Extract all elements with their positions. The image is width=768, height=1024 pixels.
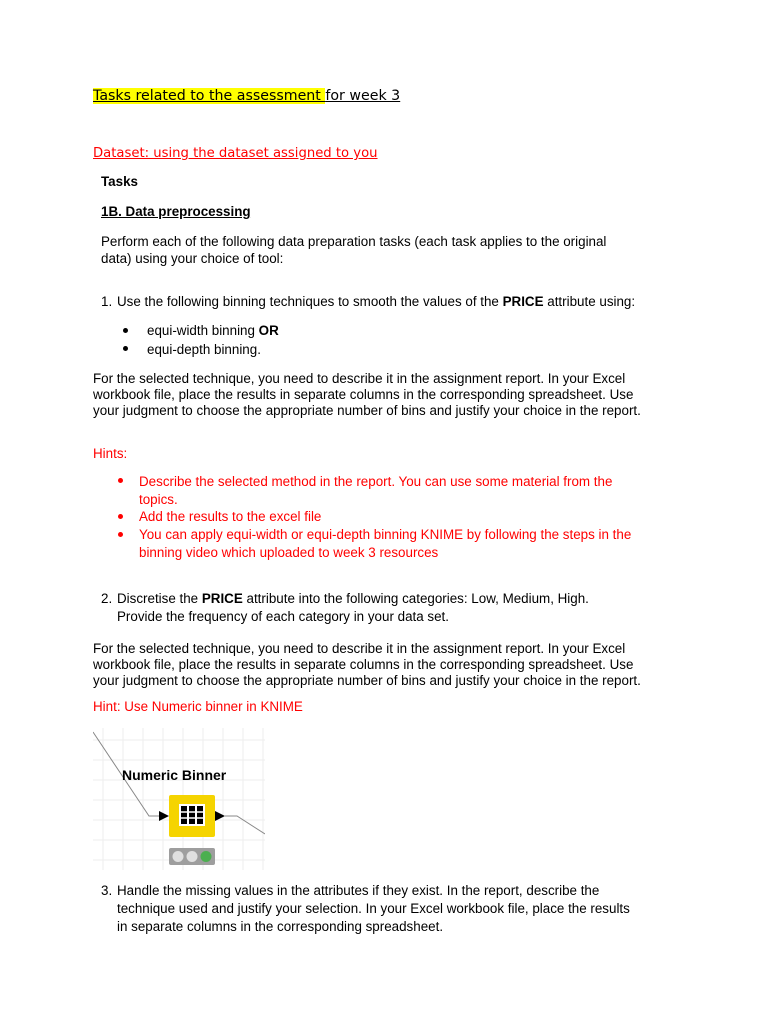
task-3-line-3: in separate columns in the corresponding spreadsheet. (117, 919, 444, 934)
selected-line-3: your judgment to choose the appropriate number of bins and justify your choice in the report. (93, 673, 641, 688)
intro-line-1: Perform each of the following data preparation tasks (each task applies to the original (101, 234, 607, 249)
task-3-text (117, 883, 630, 935)
knime-node-svg (93, 728, 265, 870)
selected-line-3: your judgment to choose the appropriate number of bins and justify your choice in the report. (93, 403, 641, 418)
knime-node-label: Numeric Binner (122, 767, 227, 783)
knime-node-image (93, 728, 265, 870)
intro-paragraph (101, 234, 606, 267)
bullet-1-bold: OR (258, 323, 279, 338)
title-highlighted: Tasks related to the assessment (93, 88, 326, 104)
task-1-bullet-1 (147, 323, 279, 338)
hint-numeric-binner: Hint: Use Numeric binner in KNIME (93, 699, 303, 714)
task-2-bold: PRICE (201, 591, 243, 606)
task-2-prefix: Discretise the (117, 591, 202, 606)
task-1-bold: PRICE (502, 294, 544, 309)
task-1-bullet-2: equi-depth binning. (147, 342, 261, 357)
output-connection (225, 816, 265, 834)
section-heading: 1B. Data preprocessing (101, 204, 251, 219)
hint-3 (139, 527, 631, 561)
selected-paragraph-2 (93, 641, 641, 689)
task-2-text (117, 591, 589, 625)
tasks-heading: Tasks (101, 174, 138, 189)
hint-1-line-2: topics. (139, 492, 178, 507)
bullet-1-text: equi-width binning (147, 323, 259, 338)
task-2-line-2: Provide the frequency of each category in your data set. (117, 609, 449, 624)
intro-line-2: data) using your choice of tool: (101, 251, 284, 266)
hints-label: Hints: (93, 446, 128, 461)
title-rest: for week 3 (325, 88, 401, 104)
status-light-red-icon (173, 851, 184, 862)
hint-3-line-1: You can apply equi-width or equi-depth binning KNIME by following the steps in the (139, 527, 632, 542)
document-title (93, 88, 400, 104)
task-1-text (117, 294, 635, 309)
selected-paragraph-1 (93, 371, 641, 419)
task-3-number: 3. (101, 883, 113, 898)
hint-1-line-1: Describe the selected method in the report. You can use some material from the (139, 474, 613, 489)
task-1-number: 1. (101, 294, 113, 309)
hint-2: Add the results to the excel file (139, 509, 322, 524)
task-3-line-1: Handle the missing values in the attributes if they exist. In the report, describe the (117, 883, 600, 898)
hint-3-line-2: binning video which uploaded to week 3 resources (139, 545, 439, 560)
task-2-number: 2. (101, 591, 113, 606)
status-light-green-icon (201, 851, 212, 862)
hint-1 (139, 474, 612, 508)
task-1-suffix: attribute using: (543, 294, 636, 309)
selected-line-2: workbook file, place the results in separate columns in the corresponding spreadsheet. Use (93, 387, 634, 402)
selected-line-1: For the selected technique, you need to describe it in the assignment report. In your Excel (93, 371, 626, 386)
bullet-icon (123, 328, 128, 333)
bullet-icon (118, 532, 123, 537)
task-3-line-2: technique used and justify your selection. In your Excel workbook file, place the results (117, 901, 630, 916)
selected-line-1: For the selected technique, you need to describe it in the assignment report. In your Excel (93, 641, 626, 656)
binner-icon (179, 804, 205, 826)
bullet-icon (118, 514, 123, 519)
task-1-prefix: Use the following binning techniques to smooth the values of the (117, 294, 503, 309)
status-light-yellow-icon (187, 851, 198, 862)
selected-line-2: workbook file, place the results in separate columns in the corresponding spreadsheet. Use (93, 657, 634, 672)
task-2-suffix: attribute into the following categories: Low, Medium, High. (242, 591, 589, 606)
dataset-line: Dataset: using the dataset assigned to you (93, 146, 378, 161)
bullet-icon (123, 346, 128, 351)
bullet-icon (118, 478, 123, 483)
